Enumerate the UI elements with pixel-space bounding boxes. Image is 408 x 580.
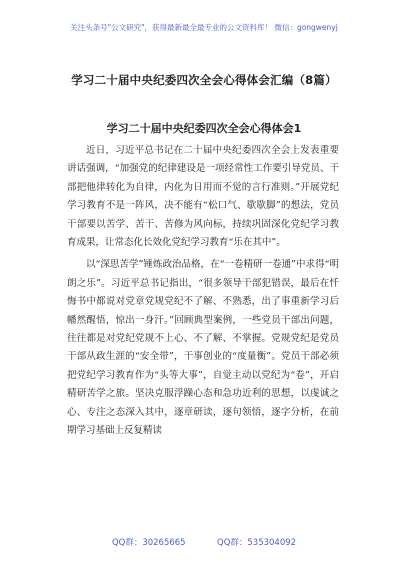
paragraph-1: 近日，习近平总书记在二十届中央纪委四次全会上发表重要讲话强调，“加强党的纪律建设是一项经常性工作要引导党员、干部把他律转化为自律，内化为日用而不觉的言行准则。”开展党纪学习教育不是一阵风，决不能有“松口气、歇歇脚”的想法，党员干部要以苦学、苦干、苦修为风向标，持续巩固深化党纪学习教育成果，让常态化长效化党纪学习教育“乐在其中”。 [67,145,339,249]
article-body [67,142,339,441]
footer-qq-value-2: 535304092 [247,538,297,548]
footer-qq-label-2: QQ群： [217,538,248,548]
footer-qq-value-1: 30265665 [142,538,186,548]
footer-qq-label-1: QQ群： [111,538,143,548]
header-promo-note: 关注头条号"公文研究"，获得最新最全最专业的公文资料库！ 微信：gongwenyj [70,23,338,32]
footer-contact [0,536,408,548]
article-title: 学习二十届中央纪委四次全会心得体会1 [106,122,302,135]
document-title: 学习二十届中央纪委四次全会心得体会汇编（8篇） [71,73,337,87]
paragraph-2: 以“深思苦学”锤炼政治品格，在“一卷精研一卷通”中求得“明朗之乐”。习近平总书记指出，“很多领导干部犯错误，最后在忏悔书中都说对党章党规党纪不了解、不熟悉，出了事重新学习后幡然醒悟，惊出一身汗。”回顾典型案例，一些党员干部出问题，往往都是对党纪党规不上心、不了解、不掌握。党规党纪是党员干部从政生涯的“安全带”，干事创业的“度量衡”。党员干部必须把党纪学习教育作为“头等大事”，自觉主动以党纪为“卷”，开启精研苦学之旅。坚决克服浮躁心态和急功近利的思想，以虔诚之心、专注之态深入其中，逐章研读，逐句领悟，逐字分析，在前期学习基础上反复精读 [67,259,339,437]
